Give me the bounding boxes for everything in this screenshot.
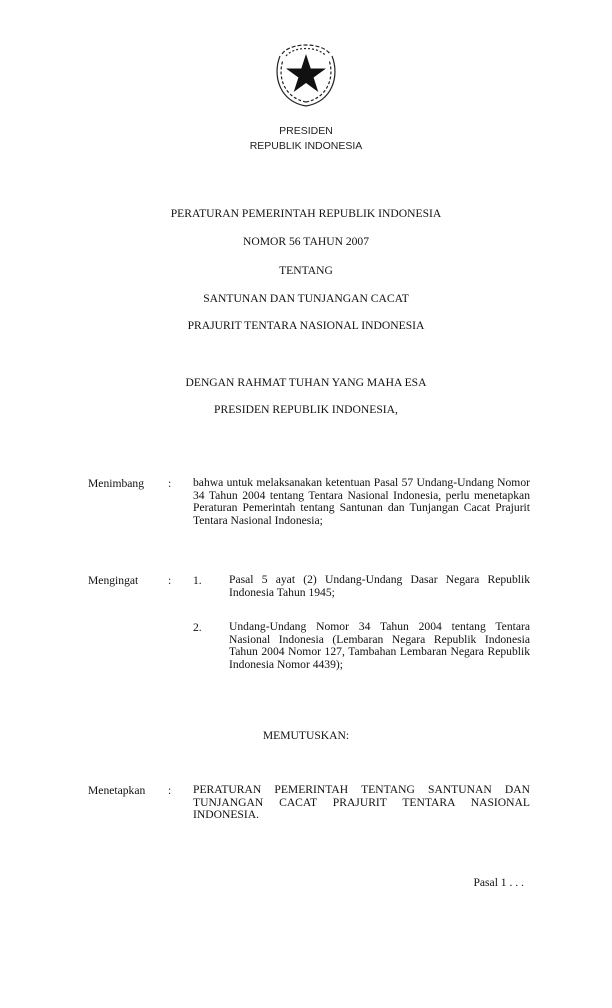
title-subject-1: SANTUNAN DAN TUNJANGAN CACAT	[203, 292, 409, 305]
title-number: NOMOR 56 TAHUN 2007	[242, 235, 370, 248]
title-subject-2: PRAJURIT TENTARA NASIONAL INDONESIA	[187, 319, 425, 332]
state-emblem-icon	[268, 36, 344, 112]
menimbang-text: bahwa untuk melaksanakan ketentuan Pasal 57 Undang-Undang Nomor 34 Tahun 2004 tentang Tentara Nasional Indonesia, perlu menetapkan Peraturan Pemerintah tentang Santunan dan Tunjangan Cacat Prajurit Tentara Nasional Indonesia;	[193, 476, 530, 527]
menimbang-colon: :	[168, 477, 172, 490]
title-line-1: PERATURAN PEMERINTAH REPUBLIK INDONESIA	[170, 207, 442, 220]
mengingat-item-1-text: Pasal 5 ayat (2) Undang-Undang Dasar Negara Republik Indonesia Tahun 1945;	[229, 573, 530, 599]
page-continuation: Pasal 1 . . .	[473, 876, 524, 889]
mengingat-item-2-num: 2.	[193, 621, 202, 634]
mengingat-item-2-text: Undang-Undang Nomor 34 Tahun 2004 tentang Tentara Nasional Indonesia (Lembaran Negara Republik Indonesia Tahun 2004 Nomor 127, Tambahan Lembaran Negara Republik Indonesia Nomor 4439);	[229, 620, 530, 671]
preamble-line-2: PRESIDEN REPUBLIK INDONESIA,	[214, 403, 398, 416]
menimbang-label: Menimbang	[88, 477, 145, 490]
mengingat-label: Mengingat	[88, 574, 139, 587]
menetapkan-colon: :	[168, 784, 172, 797]
preamble-line-1: DENGAN RAHMAT TUHAN YANG MAHA ESA	[185, 376, 427, 389]
mengingat-item-1-num: 1.	[193, 574, 202, 587]
menetapkan-text: PERATURAN PEMERINTAH TENTANG SANTUNAN DAN TUNJANGAN CACAT PRAJURIT TENTARA NASIONAL INDONESIA.	[193, 783, 530, 821]
header-republik: REPUBLIK INDONESIA	[249, 140, 363, 152]
memutuskan-heading: MEMUTUSKAN:	[262, 729, 350, 742]
mengingat-colon: :	[168, 574, 172, 587]
title-tentang: TENTANG	[279, 264, 333, 277]
menetapkan-label: Menetapkan	[88, 784, 146, 797]
header-presiden: PRESIDEN	[279, 125, 333, 137]
